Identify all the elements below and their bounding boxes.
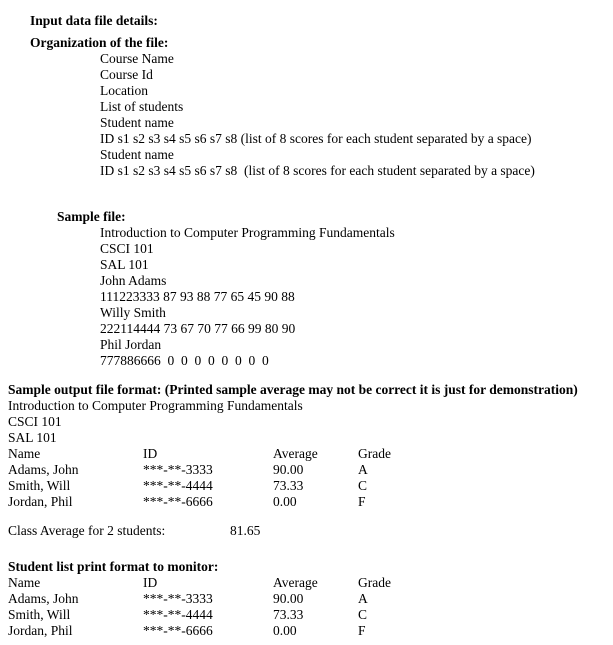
col-header-grade: Grade <box>358 575 391 590</box>
sample-file-line: 222114444 73 67 70 77 66 99 80 90 <box>100 321 296 336</box>
cell-grade: C <box>358 607 368 622</box>
cell-grade: F <box>358 494 366 509</box>
cell-id: ***-**-4444 <box>143 478 213 493</box>
cell-name: Smith, Will <box>8 607 71 622</box>
table-row <box>8 462 605 478</box>
table-row <box>8 494 605 510</box>
col-header-name: Name <box>8 446 41 461</box>
cell-name: Adams, John <box>8 591 79 606</box>
class-average-label: Class Average for 2 students: <box>8 523 166 538</box>
col-header-grade: Grade <box>358 446 391 461</box>
sample-output-line: Introduction to Computer Programming Fundamentals <box>8 398 303 413</box>
col-header-average: Average <box>273 446 318 461</box>
cell-average: 73.33 <box>273 607 304 622</box>
sample-file-line: 777886666 0 0 0 0 0 0 0 0 <box>100 353 269 368</box>
org-item: ID s1 s2 s3 s4 s5 s6 s7 s8 (list of 8 scores for each student separated by a space) <box>100 131 532 146</box>
table-row <box>8 607 605 623</box>
org-item: ID s1 s2 s3 s4 s5 s6 s7 s8 (list of 8 scores for each student separated by a space) <box>100 163 535 178</box>
cell-name: Smith, Will <box>8 478 71 493</box>
sample-file-line: 111223333 87 93 88 77 65 45 90 88 <box>100 289 295 304</box>
cell-name: Jordan, Phil <box>8 623 73 638</box>
heading-sample-file: Sample file: <box>57 209 126 224</box>
cell-grade: C <box>358 478 368 493</box>
heading-monitor-format: Student list print format to monitor: <box>8 559 219 574</box>
heading-input-data-file-details: Input data file details: <box>30 13 158 28</box>
sample-file-lines <box>8 225 605 369</box>
monitor-table <box>8 575 605 639</box>
org-item: Location <box>100 83 148 98</box>
sample-output-line: SAL 101 <box>8 430 57 445</box>
sample-output-line: CSCI 101 <box>8 414 62 429</box>
heading-organization-of-file: Organization of the file: <box>30 35 169 50</box>
cell-grade: A <box>358 591 368 606</box>
sample-file-line: Willy Smith <box>100 305 166 320</box>
cell-grade: A <box>358 462 368 477</box>
cell-id: ***-**-3333 <box>143 462 213 477</box>
sample-file-line: Introduction to Computer Programming Fundamentals <box>100 225 395 240</box>
org-item: List of students <box>100 99 184 114</box>
org-item: Course Name <box>100 51 174 66</box>
cell-average: 90.00 <box>273 591 304 606</box>
sample-output-table <box>8 446 605 510</box>
cell-average: 90.00 <box>273 462 304 477</box>
col-header-average: Average <box>273 575 318 590</box>
col-header-name: Name <box>8 575 41 590</box>
sample-file-line: CSCI 101 <box>100 241 154 256</box>
table-row <box>8 478 605 494</box>
org-item: Student name <box>100 147 174 162</box>
cell-id: ***-**-4444 <box>143 607 213 622</box>
cell-id: ***-**-6666 <box>143 623 213 638</box>
cell-name: Adams, John <box>8 462 79 477</box>
cell-grade: F <box>358 623 366 638</box>
table-row <box>8 591 605 607</box>
cell-id: ***-**-6666 <box>143 494 213 509</box>
sample-file-line: John Adams <box>100 273 167 288</box>
cell-average: 0.00 <box>273 494 297 509</box>
cell-average: 0.00 <box>273 623 297 638</box>
class-average-value: 81.65 <box>230 523 261 538</box>
org-item: Course Id <box>100 67 153 82</box>
cell-average: 73.33 <box>273 478 304 493</box>
col-header-id: ID <box>143 575 158 590</box>
organization-items <box>8 51 605 179</box>
org-item: Student name <box>100 115 174 130</box>
table-header-row <box>8 575 605 591</box>
table-row <box>8 623 605 639</box>
col-header-id: ID <box>143 446 158 461</box>
class-average-line <box>8 523 605 539</box>
cell-id: ***-**-3333 <box>143 591 213 606</box>
cell-name: Jordan, Phil <box>8 494 73 509</box>
table-header-row <box>8 446 605 462</box>
sample-file-line: Phil Jordan <box>100 337 162 352</box>
sample-output-lines <box>8 398 605 446</box>
sample-file-line: SAL 101 <box>100 257 149 272</box>
heading-sample-output-format: Sample output file format: (Printed sample average may not be correct it is just for demonstration) <box>8 382 578 397</box>
